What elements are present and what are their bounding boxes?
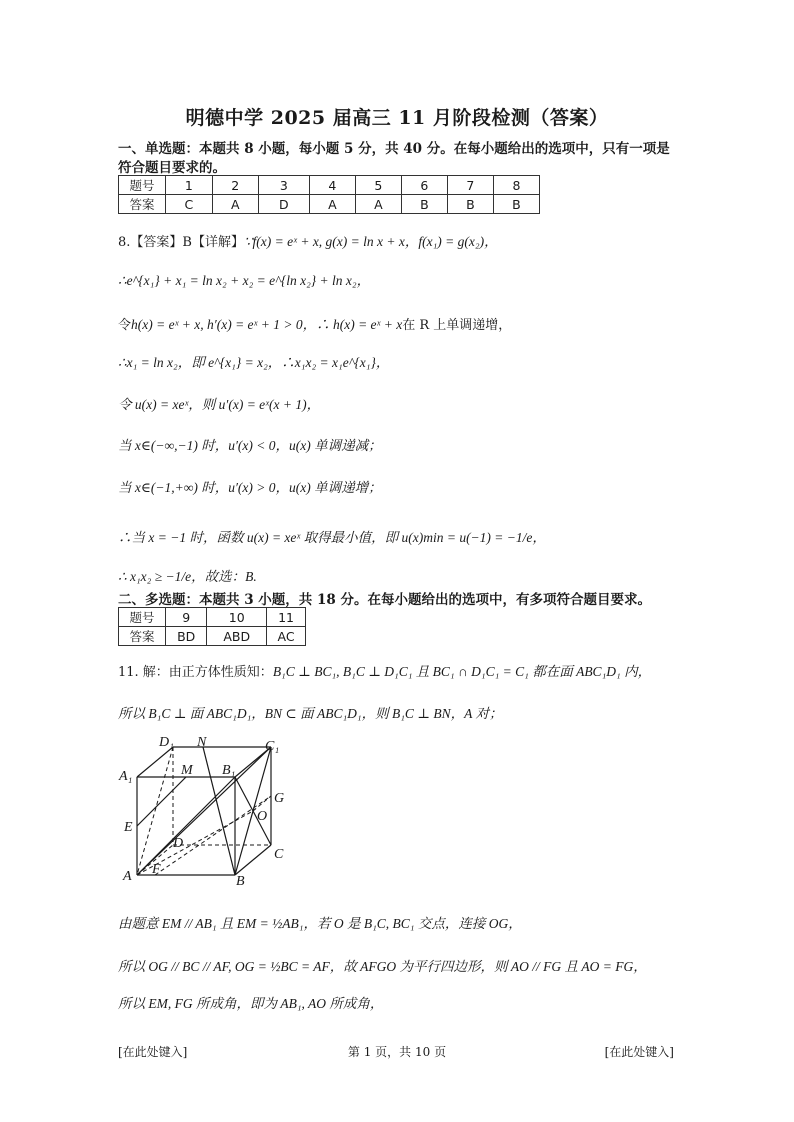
table-row [119, 176, 540, 195]
table-cell: ABD [207, 627, 267, 646]
label-g: G [274, 791, 285, 806]
table-cell: 6 [401, 176, 447, 195]
line-em [137, 777, 186, 826]
q8-eq3-prefix: 令 [118, 318, 132, 333]
table-cell: 题号 [119, 608, 166, 627]
q8-eq2: ∴e^{x₁} + x₁ = ln x₂ + x₂ = e^{ln x₂} + ln x₂， [118, 273, 371, 288]
section1-answer-table [118, 175, 540, 214]
table-cell: A [212, 195, 258, 214]
label-c1: C₁ [265, 739, 280, 754]
table-cell: C [166, 195, 213, 214]
q8-eq3-suffix: 在 R 上单调递增， [402, 318, 512, 333]
q11-line1-prefix: 11. 解：由正方体性质知： [118, 665, 273, 680]
q11-line4: 所以 OG // BC // AF, OG = ½BC = AF，故 AFGO 为平行四边形，则 AO // FG 且 AO = FG， [118, 959, 647, 974]
q8-eq3: h(x) = eˣ + x, h′(x) = eˣ + 1 > 0，∴ h(x) = eˣ + x [131, 317, 403, 332]
q11-line5: 所以 EM, FG 所成角，即为 AB₁, AO 所成角， [118, 996, 384, 1011]
table-cell: 10 [207, 608, 267, 627]
q8-eq8: ∴当 x = −1 时，函数 u(x) = xeˣ 取得最小值，即 u(x)min = u(−1) = −1/e， [118, 530, 546, 545]
section1-heading-line2: 符合题目要求的。 [118, 160, 226, 176]
q11-line2: 所以 B₁C ⊥ 面 ABC₁D₁，BN ⊂ 面 ABC₁D₁，则 B₁C ⊥ BN，A 对； [118, 706, 503, 721]
table-cell: BD [166, 627, 207, 646]
label-c: C [274, 847, 284, 862]
label-e: E [124, 820, 133, 835]
table-cell: 4 [309, 176, 355, 195]
line-ac1 [137, 747, 271, 875]
q8-tag: 8.【答案】B【详解】 [118, 235, 244, 250]
q8-eq1: ∵f(x) = eˣ + x, g(x) = ln x + x，f(x₁) = g(x₂)， [243, 234, 498, 249]
table-cell: A [309, 195, 355, 214]
section1-heading-line1: 一、单选题：本题共 8 小题，每小题 5 分，共 40 分。在每小题给出的选项中，只有一项是 [118, 141, 670, 157]
table-cell: 1 [166, 176, 213, 195]
label-d: D [173, 836, 184, 851]
label-a: A [123, 869, 132, 884]
label-m: M [181, 763, 193, 778]
q8-eq7: 当 x∈(−1,+∞) 时，u′(x) > 0，u(x) 单调递增； [118, 480, 382, 495]
label-b: B [236, 874, 245, 889]
footer-page-number: 第 1 页，共 10 页 [347, 1045, 447, 1059]
hidden-ad1 [137, 747, 173, 875]
label-o: O [257, 809, 268, 824]
table-cell: D [258, 195, 309, 214]
q8-eq6: 当 x∈(−∞,−1) 时，u′(x) < 0，u(x) 单调递减； [118, 438, 382, 453]
table-cell: 2 [212, 176, 258, 195]
table-cell: 9 [166, 608, 207, 627]
section2-heading: 二、多选题：本题共 3 小题，共 18 分。在每小题给出的选项中，有多项符合题目要求。 [118, 592, 651, 608]
table-cell: 3 [258, 176, 309, 195]
section2-answer-table [118, 607, 306, 646]
cube-figure [115, 730, 305, 890]
label-d1: D₁ [159, 735, 174, 750]
table-cell: B [401, 195, 447, 214]
table-cell: A [355, 195, 401, 214]
footer-left: [在此处键入] [118, 1045, 188, 1059]
q11-line1-math: B₁C ⊥ BC₁, B₁C ⊥ D₁C₁ 且 BC₁ ∩ D₁C₁ = C₁ 都在面 ABC₁D₁ 内， [272, 664, 652, 679]
table-cell: 题号 [119, 176, 166, 195]
table-cell: 5 [355, 176, 401, 195]
label-a1: A₁ [119, 769, 133, 784]
label-n: N [197, 735, 207, 750]
table-cell: 8 [493, 176, 539, 195]
table-cell: 答案 [119, 627, 166, 646]
edge-a1d1 [137, 747, 173, 777]
table-row [119, 195, 540, 214]
q8-eq4: ∴x₁ = ln x₂，即 e^{x₁} = x₂，∴x₁x₂ = x₁e^{x₁}， [118, 355, 390, 370]
table-cell: B [447, 195, 493, 214]
edge-bc [235, 845, 271, 875]
table-cell: AC [267, 627, 306, 646]
page-title: 明德中学 2025 届高三 11 月阶段检测（答案） [185, 107, 609, 129]
q8-line1 [118, 230, 498, 250]
footer-right: [在此处键入] [604, 1045, 674, 1059]
table-cell: 11 [267, 608, 306, 627]
label-f: F [152, 862, 161, 877]
q11-line3: 由题意 EM // AB₁ 且 EM = ½AB₁，若 O 是 B₁C, BC₁ 交点，连接 OG， [118, 916, 522, 931]
q11-line1 [118, 660, 651, 680]
label-b1: B₁ [222, 763, 236, 778]
table-cell: B [493, 195, 539, 214]
q8-line3 [118, 313, 511, 333]
table-row [119, 608, 306, 627]
q8-eq5: 令 u(x) = xeˣ，则 u′(x) = eˣ(x + 1)， [118, 397, 321, 412]
q8-eq9: ∴ x₁x₂ ≥ −1/e，故选：B. [118, 569, 257, 584]
table-row [119, 627, 306, 646]
table-cell: 7 [447, 176, 493, 195]
table-cell: 答案 [119, 195, 166, 214]
